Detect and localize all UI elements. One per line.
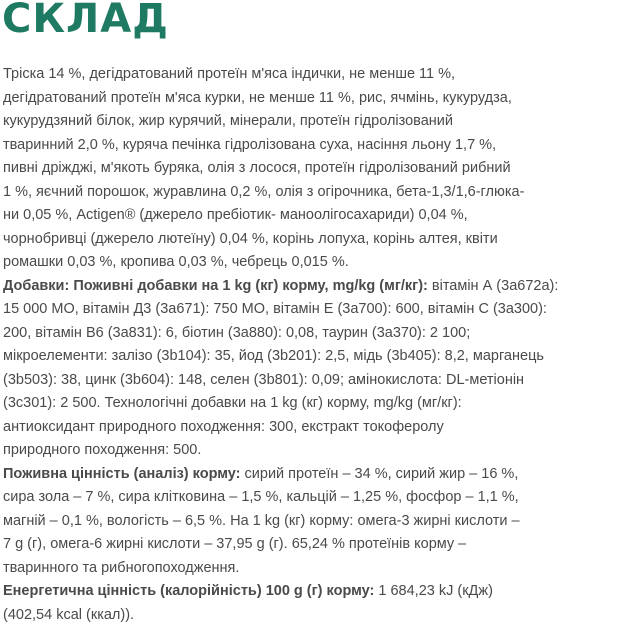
nutrition-line: 7 g (г), омега-6 жирні кислоти – 37,95 g (г). 65,24 % протеїнів корму –: [3, 536, 467, 552]
additives-text: вітамін А (3a672a):: [427, 277, 559, 294]
ingredients-line: чорнобривці (джерело лютеїну) 0,04 %, корінь лопуха, корінь алтея, квіти: [3, 230, 498, 247]
nutrition-section: [3, 463, 625, 581]
energy-label: Енергетична цінність (калорійність) 100 g (г) корму:: [3, 583, 375, 599]
composition-content: [3, 63, 625, 627]
nutrition-line: [3, 463, 625, 487]
ingredients-section: [3, 63, 625, 275]
ingredients-line: 1 %, яєчний порошок, журавлина 0,2 %, олія з огірочника, бета-1,3/1,6-глюка-: [3, 183, 525, 200]
ingredients-line: ромашки 0,03 %, кропива 0,03 %, чебрець 0,015 %.: [3, 254, 349, 270]
nutrition-text: сирий протеїн – 34 %, сирий жир – 16 %,: [240, 465, 519, 482]
nutrition-line: сира зола – 7 %, сира клітковина – 1,5 %, кальцій – 1,25 %, фосфор – 1,1 %,: [3, 489, 519, 505]
energy-line: (402,54 kcal (ккал)).: [3, 606, 135, 623]
ingredients-line: дегідратований протеїн м'яса курки, не менше 11 %, рис, ячмінь, кукурудза,: [3, 89, 512, 106]
ingredients-line: пивні дріжджі, м'якоть буряка, олія з лосося, протеїн гідролізований рибний: [3, 160, 511, 176]
nutrition-line: тваринного та рибногопоходження.: [3, 559, 240, 576]
energy-text: 1 684,23 kJ (кДж): [374, 583, 493, 599]
nutrition-line: магній – 0,1 %, вологість – 6,5 %. На 1 kg (кг) корму: омега-3 жирні кислоти –: [3, 512, 520, 529]
ingredients-line: тваринний 2,0 %, куряча печінка гідролізована суха, насіння льону 1,7 %,: [3, 136, 497, 153]
nutrition-label: Поживна цінність (аналіз) корму:: [3, 465, 241, 482]
ingredients-line: ни 0,05 %, Actigen® (джерело пребіотик- маноолігосахариди) 0,04 %,: [3, 207, 468, 223]
additives-section: [3, 275, 625, 463]
ingredients-line: кукурудзяний білок, жир курячий, мінерали, протеїн гідролізований: [3, 113, 453, 129]
additives-line: мікроелементи: залізо (3b104): 35, йод (3b201): 2,5, мідь (3b405): 8,2, марганець: [3, 348, 544, 364]
additives-line: (3b503): 38, цинк (3b604): 148, селен (3b801): 0,09; амінокислота: DL-метіонін: [3, 371, 525, 388]
additives-label: Добавки: Поживні добавки на 1 kg (кг) корму, mg/kg (мг/кг):: [3, 277, 428, 294]
additives-line: [3, 275, 625, 299]
additives-line: природного походження: 500.: [3, 442, 202, 458]
additives-line: 200, вітамін В6 (3a831): 6, біотин (3a880): 0,08, таурин (3a370): 2 100;: [3, 324, 471, 341]
energy-section: [3, 580, 625, 627]
additives-line: 15 000 МО, вітамін Д3 (3a671): 750 МО, вітамін Е (3a700): 600, вітамін С (3a300):: [3, 301, 547, 317]
page-title: СКЛАД: [2, 0, 169, 42]
energy-line: [3, 580, 625, 604]
ingredients-line: Тріска 14 %, дегідратований протеїн м'яса індички, не менше 11 %,: [3, 66, 456, 82]
additives-line: антиоксидант природного походження: 300, екстракт токоферолу: [3, 418, 444, 435]
additives-line: (3c301): 2 500. Технологічні добавки на 1 kg (кг) корму, mg/kg (мг/кг):: [3, 395, 462, 411]
